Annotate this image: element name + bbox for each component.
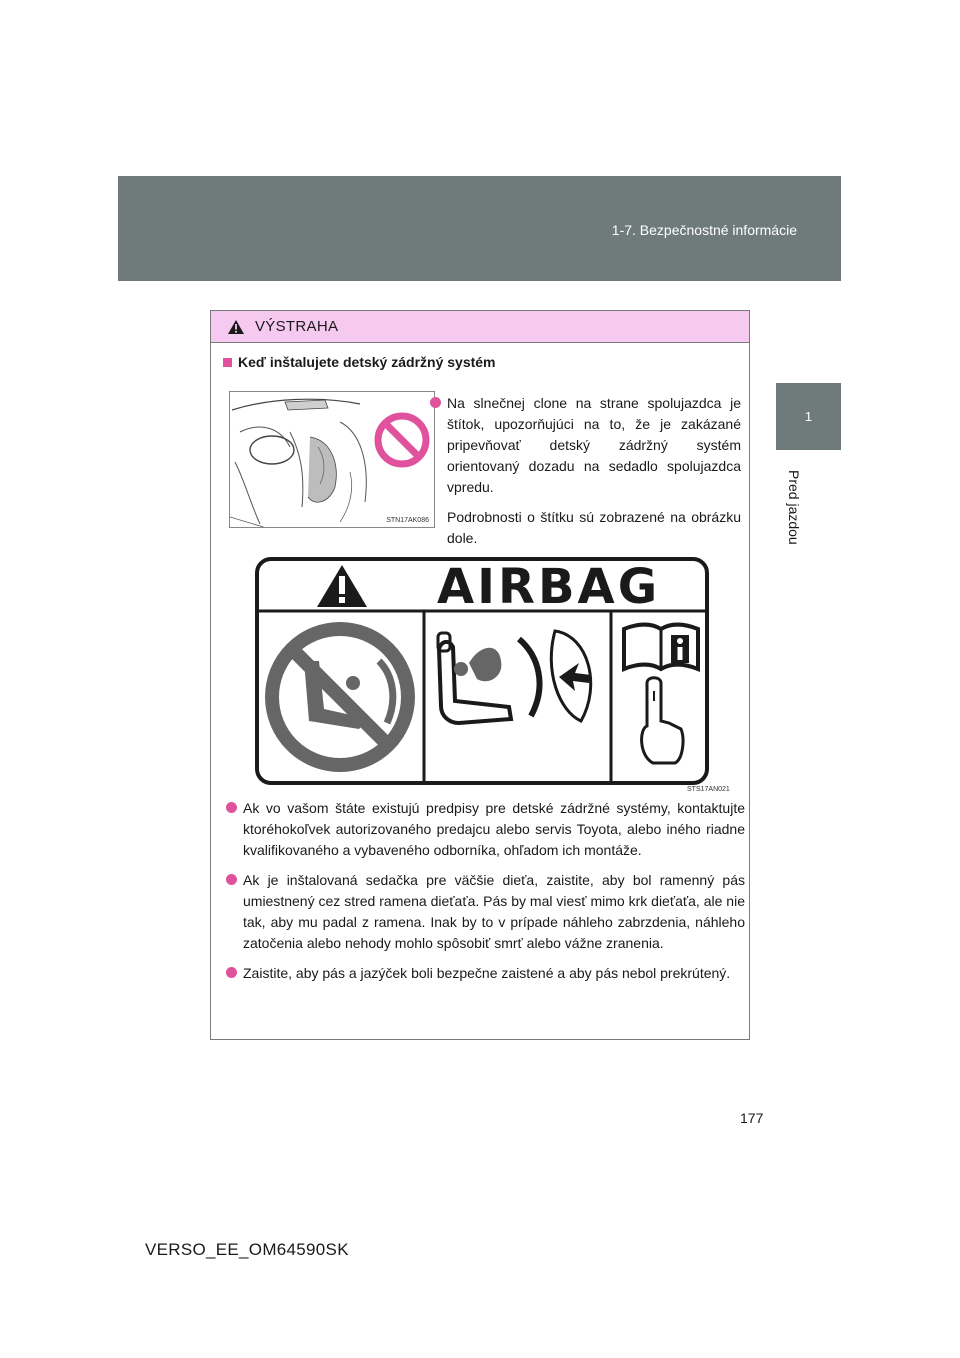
list-item bbox=[225, 798, 745, 861]
list-item bbox=[225, 870, 745, 954]
airbag-label-illustration bbox=[229, 551, 729, 791]
side-bullet-text: Na slnečnej clone na strane spolujazdca je štítok, upozorňujúci na to, že je zakázané pripevňovať detský zádržný systém orientovaný dozadu na sedadlo spolujazdca vpredu. bbox=[447, 395, 741, 495]
chapter-side-label: Pred jazdou bbox=[786, 470, 802, 545]
list-item bbox=[225, 963, 745, 984]
warning-title: VÝSTRAHA bbox=[255, 318, 339, 335]
warning-box bbox=[210, 310, 750, 1040]
warning-header bbox=[211, 311, 749, 343]
bullet-dot-icon bbox=[226, 967, 237, 978]
airbag-text: AIRBAG bbox=[437, 559, 661, 615]
car-interior-illustration bbox=[230, 392, 435, 528]
chapter-number: 1 bbox=[804, 409, 813, 424]
bullet-text: Ak je inštalovaná sedačka pre väčšie dieťa, zaistite, aby bol ramenný pás umiestnený cez stred ramena dieťaťa. Pás by mal viesť mimo krk dieťaťa, ale nie tak, aby mu padal z ramena. Inak by to v prípade náhleho zabrzdenia, náhleho zatočenia alebo nehody mohlo spôsobiť smrť alebo vážne zranenia. bbox=[243, 872, 745, 951]
bullet-dot-icon bbox=[226, 802, 237, 813]
side-text bbox=[449, 393, 741, 558]
chapter-tab[interactable] bbox=[776, 383, 841, 450]
square-bullet-icon bbox=[223, 358, 232, 367]
label-code: STS17AN021 bbox=[687, 786, 730, 793]
sun-visor-photo bbox=[229, 391, 435, 528]
side-bullet bbox=[429, 393, 741, 498]
side-followup-text: Podrobnosti o štítku sú zobrazené na obrázku dole. bbox=[447, 509, 741, 546]
page-number: 177 bbox=[740, 1110, 764, 1126]
section-title-header: 1-7. Bezpečnostné informácie bbox=[611, 222, 797, 238]
bullet-dot-icon bbox=[430, 397, 441, 408]
header-band bbox=[118, 176, 841, 281]
bullet-dot-icon bbox=[226, 874, 237, 885]
warning-triangle-icon bbox=[227, 319, 245, 335]
section-heading-text: Keď inštalujete detský zádržný systém bbox=[238, 354, 496, 370]
bullet-text: Ak vo vašom štáte existujú predpisy pre detské zádržné systémy, kontaktujte ktoréhokoľvek autorizovaného predajcu alebo servis Toyota, alebo iného riadne kvalifikovaného a vybaveného odborníka, ohľadom ich montáže. bbox=[243, 800, 745, 858]
airbag-label-svg bbox=[229, 551, 729, 791]
bullet-text: Zaistite, aby pás a jazýček boli bezpečne zaistené a aby pás nebol prekrútený. bbox=[243, 965, 731, 981]
photo-code: STN17AK086 bbox=[386, 517, 429, 524]
warning-bullets bbox=[225, 798, 745, 993]
section-heading bbox=[223, 354, 496, 370]
document-code: VERSO_EE_OM64590SK bbox=[145, 1240, 349, 1259]
